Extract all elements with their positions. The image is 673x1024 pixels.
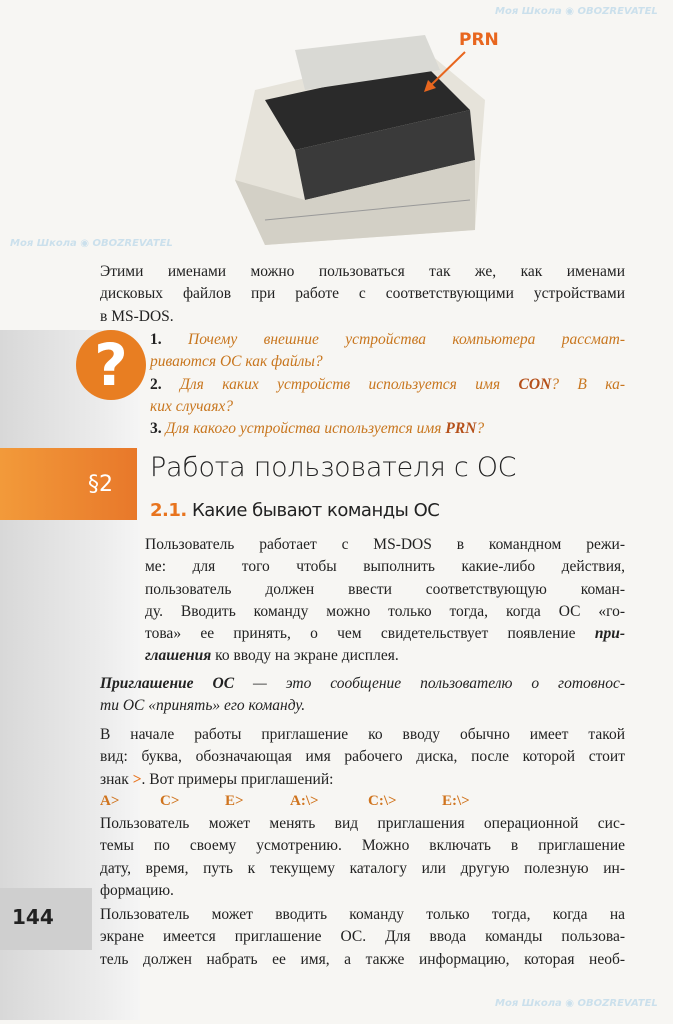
watermark: Моя Школа ◉ OBOZREVATEL xyxy=(10,238,173,249)
text-line: вид: буква, обозначающая имя рабочего диска, после которой стоит xyxy=(100,748,625,766)
text-line: ду. Вводить команду можно только тогда, когда ОС «го- xyxy=(145,602,625,620)
text-segment: . Вот примеры приглашений: xyxy=(141,770,334,788)
text-line: дату, время, путь к текущему каталогу или другую полезную ин- xyxy=(100,859,625,877)
text-line: пользователь должен ввести соответствующую коман- xyxy=(145,580,625,598)
printer-label: PRN xyxy=(459,30,499,50)
text-segment: това» ее принять, о чем свидетельствует появление xyxy=(145,625,595,643)
text-line: В начале работы приглашение ко вводу обычно имеет такой xyxy=(100,726,625,743)
question-keyword: PRN xyxy=(445,420,477,438)
watermark: Моя Школа ◉ OBOZREVATEL xyxy=(495,6,658,17)
questions-list xyxy=(150,329,625,440)
prompt-example: E> xyxy=(225,793,244,809)
prompt-example: A:\> xyxy=(290,793,319,809)
text-line: темы по своему усмотрению. Можно включать в приглашение xyxy=(100,837,625,855)
question-text: ? xyxy=(476,420,485,438)
term: глашения xyxy=(145,647,212,665)
paragraph-customize xyxy=(100,813,625,902)
watermark: Моя Школа ◉ OBOZREVATEL xyxy=(495,998,658,1009)
text-line: Этими именами можно пользоваться так же, как именами xyxy=(100,263,625,280)
prompt-examples xyxy=(100,792,520,810)
page-number: 144 xyxy=(12,905,54,929)
definition-term: Приглашение ОС xyxy=(100,675,235,692)
paragraph-input xyxy=(100,904,625,971)
question-text: Для каких устройств используется имя xyxy=(180,375,519,393)
question-number: 2. xyxy=(150,375,162,393)
text-segment: знак xyxy=(100,770,133,788)
text-line: Пользователь может менять вид приглашения операционной сис- xyxy=(100,815,625,832)
text-line: ти ОС «принять» его команду. xyxy=(100,697,306,715)
definition xyxy=(100,673,625,718)
section-number: §2 xyxy=(88,472,113,497)
arrow-icon xyxy=(420,50,470,95)
text-segment: — это сообщение пользователю о готовнос- xyxy=(234,675,625,692)
paragraph-prompt xyxy=(100,724,625,791)
text-line: формацию. xyxy=(100,881,174,899)
text-line: ме: для того чтобы выполнить какие-либо действия, xyxy=(145,558,625,576)
text-line: в MS-DOS. xyxy=(100,307,174,325)
prompt-sign: > xyxy=(132,770,142,788)
question-keyword: CON xyxy=(518,375,552,393)
section-title: Работа пользователя с ОС xyxy=(150,452,517,483)
text-line: Пользователь работает с MS-DOS в командном режи- xyxy=(145,536,625,553)
paragraph-intro xyxy=(100,261,625,328)
text-line: экране имеется приглашение ОС. Для ввода команды пользова- xyxy=(100,928,625,946)
question-mark-icon: ? xyxy=(76,330,146,400)
text-line: дисковых файлов при работе с соответствующими устройствами xyxy=(100,285,625,303)
prompt-example: C> xyxy=(160,793,180,809)
question-text: риваются ОС как файлы? xyxy=(150,353,323,371)
subsection-text: Какие бывают команды ОС xyxy=(191,500,440,521)
question-number: 1. xyxy=(150,331,162,348)
paragraph-commands xyxy=(145,534,625,668)
term: при- xyxy=(594,625,625,643)
question-text: Почему внешние устройства компьютера рассмат- xyxy=(188,331,625,348)
text-segment: ко вводу на экране дисплея. xyxy=(211,647,399,665)
subsection-title xyxy=(150,500,439,521)
question-number: 3. xyxy=(150,420,162,438)
question-text: Для какого устройства используется имя xyxy=(165,420,446,438)
question-text: ? В ка- xyxy=(551,375,625,393)
prompt-example: E:\> xyxy=(442,793,470,809)
section-marker xyxy=(0,448,137,520)
subsection-number: 2.1. xyxy=(150,500,187,521)
question-text: ких случаях? xyxy=(150,397,234,415)
text-line: тель должен набрать ее имя, а также информацию, которая необ- xyxy=(100,950,625,968)
prompt-example: A> xyxy=(100,793,120,809)
text-line: Пользователь может вводить команду только тогда, когда на xyxy=(100,906,625,923)
prompt-example: C:\> xyxy=(368,793,397,809)
